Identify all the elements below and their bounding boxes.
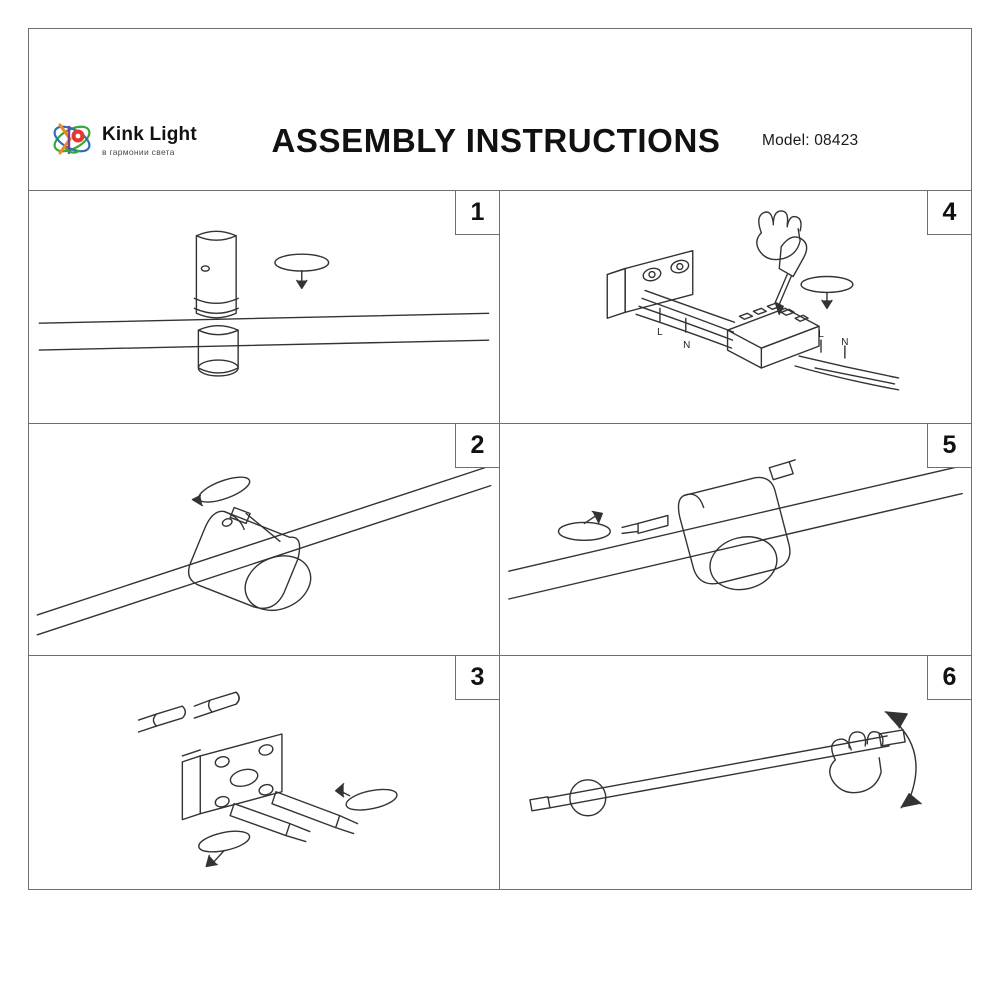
step-5-illustration (500, 424, 971, 656)
step-number-1: 1 (455, 191, 499, 235)
step-number-5: 5 (927, 424, 971, 468)
step-1-illustration (29, 191, 499, 423)
brand-name: Kink Light (102, 124, 197, 146)
step-5-cell (500, 424, 971, 657)
step-number-6: 6 (927, 656, 971, 700)
step-3-illustration (29, 656, 499, 889)
wire-label-L-left: L (657, 327, 663, 339)
wire-label-L-right: L (818, 329, 824, 341)
header (28, 95, 972, 187)
kink-light-logo-icon (50, 119, 94, 163)
brand-tagline: в гармонии света (102, 147, 175, 158)
step-2-illustration (29, 424, 499, 656)
step-6-illustration (500, 656, 971, 889)
brand-logo (28, 119, 270, 163)
step-number-4: 4 (927, 191, 971, 235)
step-number-2: 2 (455, 424, 499, 468)
wire-label-N-right: N (841, 337, 849, 349)
step-6-cell (500, 656, 971, 889)
step-3-cell (29, 656, 500, 889)
step-1-cell (29, 191, 500, 424)
page-title: ASSEMBLY INSTRUCTIONS (271, 122, 721, 159)
steps-grid (28, 190, 972, 890)
model-label: Model: 08423 (762, 132, 859, 149)
step-4-illustration (500, 191, 971, 423)
step-number-3: 3 (455, 656, 499, 700)
step-2-cell (29, 424, 500, 657)
step-4-cell (500, 191, 971, 424)
wire-label-N-left: N (683, 340, 691, 352)
